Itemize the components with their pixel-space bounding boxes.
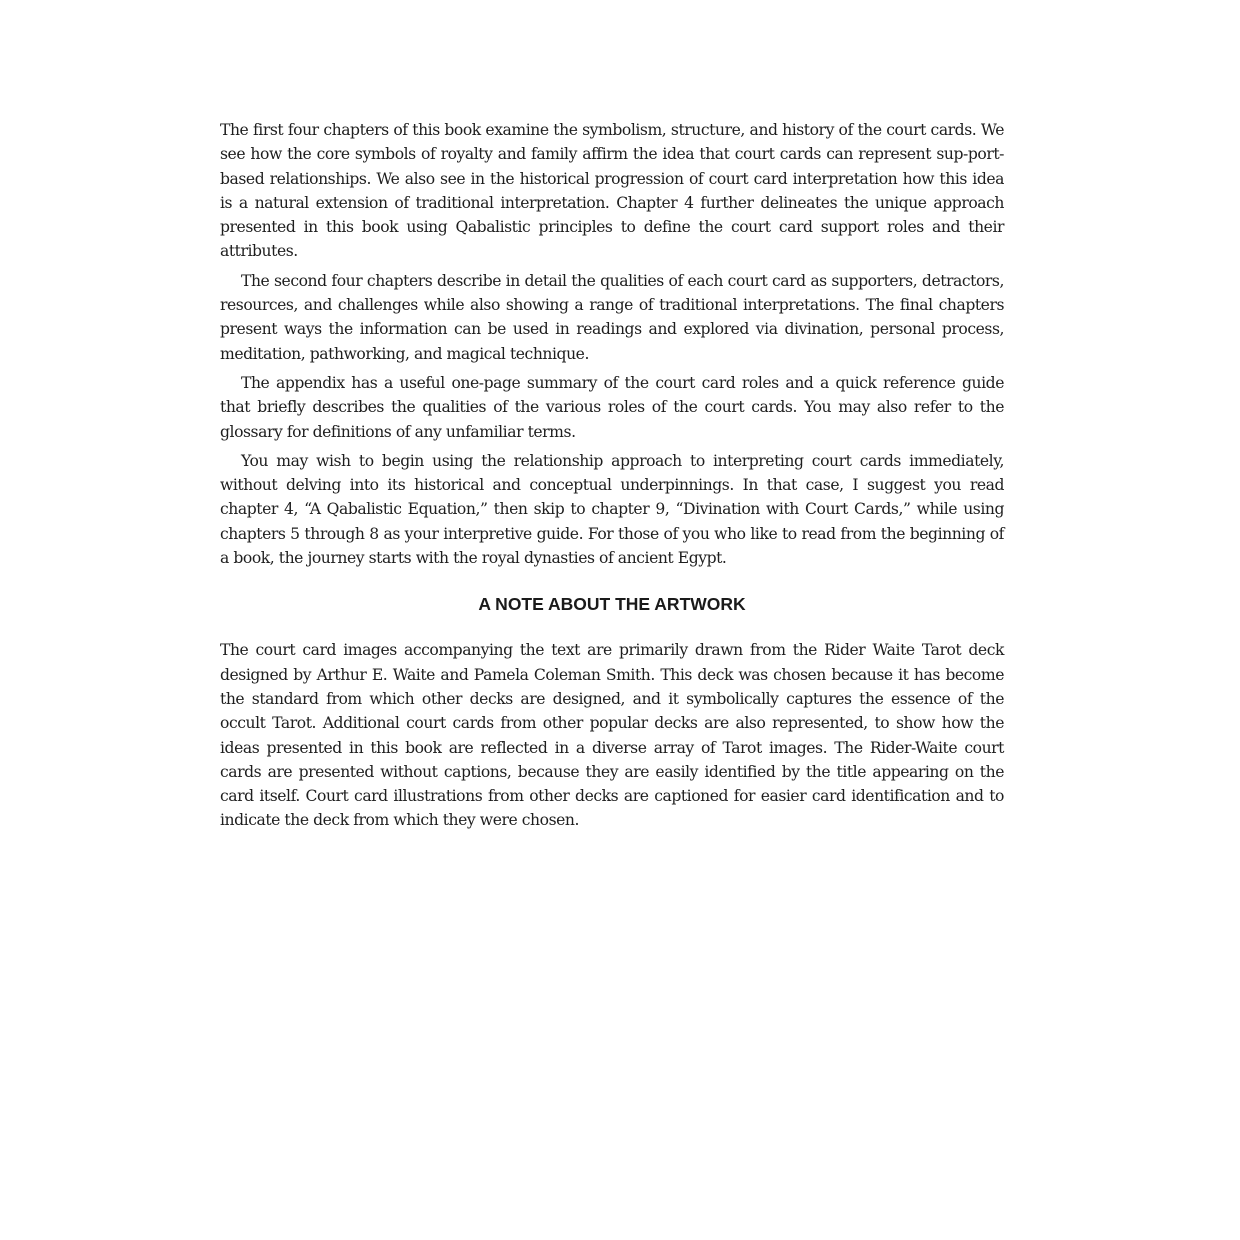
body-paragraph: You may wish to begin using the relationship approach to interpreting court cards immediately, without delving into its historical and conceptual underpinnings. In that case, I suggest you read chapter 4, “A Qabalistic Equation,” then skip to chapter 9, “Divination with Court Cards,” while using chapters 5 through 8 as your interpretive guide. For those of you who like to read from the beginning of a book, the journey starts with the royal dynasties of ancient Egypt. — [220, 451, 1004, 568]
body-paragraph: The appendix has a useful one-page summary of the court card roles and a quick reference guide that briefly describes the qualities of the various roles of the court cards. You may also refer to the glossary for definitions of any unfamiliar terms. — [220, 373, 1004, 441]
document-page — [220, 118, 1004, 838]
section-heading: A NOTE ABOUT THE ARTWORK — [478, 594, 746, 615]
body-paragraph: The first four chapters of this book examine the symbolism, structure, and history of the court cards. We see how the core symbols of royalty and family affirm the idea that court cards can represent sup-port-based relationships. We also see in the historical progression of court card interpretation how this idea is a natural extension of traditional interpretation. Chapter 4 further delineates the unique approach presented in this book using Qabalistic principles to define the court card support roles and their attributes. — [220, 121, 1004, 261]
body-paragraph: The court card images accompanying the text are primarily drawn from the Rider Waite Tarot deck designed by Arthur E. Waite and Pamela Coleman Smith. This deck was chosen because it has become the standard from which other decks are designed, and it symbolically captures the essence of the occult Tarot. Additional court cards from other popular decks are also represented, to show how the ideas presented in this book are reflected in a diverse array of Tarot images. The Rider-Waite court cards are presented without captions, because they are easily identified by the title appearing on the card itself. Court card illustrations from other decks are captioned for easier card identification and to indicate the deck from which they were chosen. — [220, 641, 1004, 830]
artwork-note-section — [220, 592, 1004, 832]
body-paragraph: The second four chapters describe in detail the qualities of each court card as supporters, detractors, resources, and challenges while also showing a range of traditional interpretations. The final chapters present ways the information can be used in readings and explored via divination, personal process, meditation, pathworking, and magical technique. — [220, 271, 1004, 363]
intro-section — [220, 118, 1004, 570]
